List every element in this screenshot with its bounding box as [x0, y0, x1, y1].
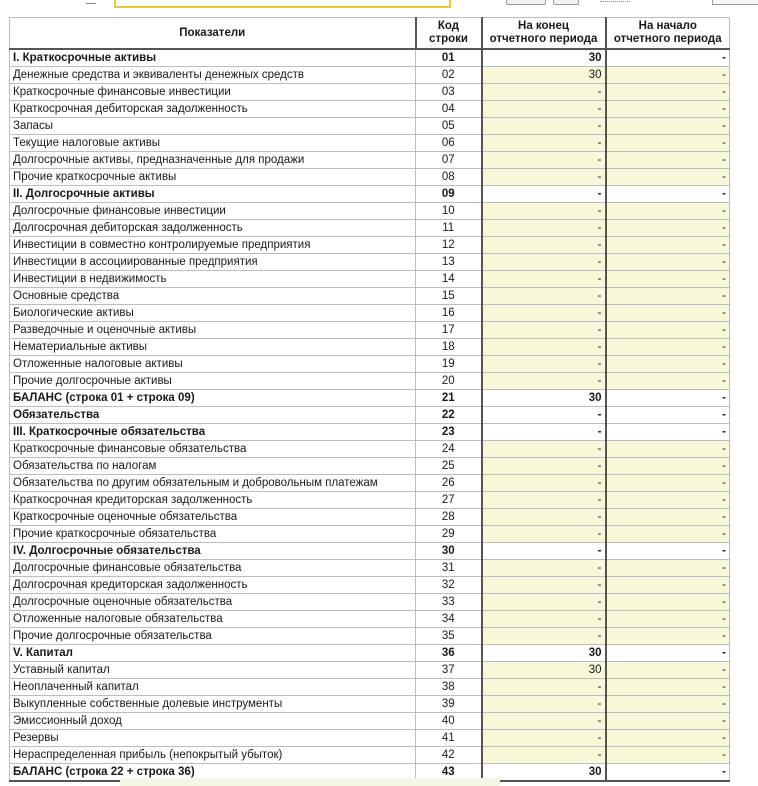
end-period-cell: 30 [482, 764, 606, 782]
toolbar-strip [0, 0, 758, 14]
row-label: Прочие краткосрочные активы [10, 169, 416, 186]
start-period-cell[interactable]: - [606, 696, 730, 713]
row-label: Долгосрочные активы, предназначенные для продажи [10, 152, 416, 169]
row-label: Обязательства [10, 407, 416, 424]
start-period-cell[interactable]: - [606, 441, 730, 458]
end-period-cell[interactable]: - [482, 356, 606, 373]
row-code: 17 [416, 322, 482, 339]
row-label: Краткосрочные финансовые инвестиции [10, 84, 416, 101]
row-label: Прочие долгосрочные активы [10, 373, 416, 390]
start-period-cell[interactable]: - [606, 322, 730, 339]
table-row [10, 49, 730, 67]
table-row [10, 254, 730, 271]
end-period-cell[interactable]: - [482, 271, 606, 288]
end-period-cell[interactable]: - [482, 713, 606, 730]
row-code: 12 [416, 237, 482, 254]
start-period-cell: - [606, 186, 730, 203]
row-code: 34 [416, 611, 482, 628]
row-code: 27 [416, 492, 482, 509]
row-code: 13 [416, 254, 482, 271]
table-row [10, 169, 730, 186]
row-code: 01 [416, 49, 482, 67]
start-period-cell[interactable]: - [606, 203, 730, 220]
end-period-cell[interactable]: - [482, 594, 606, 611]
row-label: Инвестиции в недвижимость [10, 271, 416, 288]
table-row [10, 628, 730, 645]
table-row [10, 152, 730, 169]
table-row [10, 577, 730, 594]
start-period-cell[interactable]: - [606, 84, 730, 101]
row-label: Резервы [10, 730, 416, 747]
row-label: Краткосрочные финансовые обязательства [10, 441, 416, 458]
row-code: 07 [416, 152, 482, 169]
start-period-cell[interactable]: - [606, 526, 730, 543]
end-period-cell[interactable]: - [482, 203, 606, 220]
start-period-cell[interactable]: - [606, 135, 730, 152]
start-period-cell[interactable]: - [606, 662, 730, 679]
row-code: 43 [416, 764, 482, 782]
row-code: 30 [416, 543, 482, 560]
start-period-cell[interactable]: - [606, 577, 730, 594]
end-period-cell[interactable]: - [482, 611, 606, 628]
row-code: 38 [416, 679, 482, 696]
start-period-cell[interactable]: - [606, 339, 730, 356]
start-period-cell: - [606, 424, 730, 441]
end-period-cell[interactable]: - [482, 339, 606, 356]
start-period-cell[interactable]: - [606, 594, 730, 611]
end-period-cell[interactable]: - [482, 169, 606, 186]
end-period-cell[interactable]: - [482, 577, 606, 594]
start-period-cell: - [606, 390, 730, 407]
table-row [10, 492, 730, 509]
row-code: 28 [416, 509, 482, 526]
row-label: Обязательства по налогам [10, 458, 416, 475]
table-row [10, 458, 730, 475]
end-period-cell: - [482, 543, 606, 560]
table-row [10, 696, 730, 713]
end-period-cell[interactable]: - [482, 237, 606, 254]
start-period-cell: - [606, 764, 730, 782]
row-label: Инвестиции в ассоциированные предприятия [10, 254, 416, 271]
row-code: 11 [416, 220, 482, 237]
end-period-cell[interactable]: - [482, 288, 606, 305]
row-code: 08 [416, 169, 482, 186]
start-period-cell[interactable]: - [606, 730, 730, 747]
row-code: 41 [416, 730, 482, 747]
row-label: II. Долгосрочные активы [10, 186, 416, 203]
row-code: 10 [416, 203, 482, 220]
row-code: 03 [416, 84, 482, 101]
row-code: 23 [416, 424, 482, 441]
column-header-start-period: На начало отчетного периода [606, 18, 730, 50]
row-label: I. Краткосрочные активы [10, 49, 416, 67]
row-code: 02 [416, 67, 482, 84]
start-period-cell[interactable]: - [606, 288, 730, 305]
end-period-cell[interactable]: - [482, 492, 606, 509]
table-row [10, 645, 730, 662]
row-label: V. Капитал [10, 645, 416, 662]
table-row [10, 118, 730, 135]
table-row [10, 67, 730, 84]
row-code: 32 [416, 577, 482, 594]
end-period-cell[interactable]: 30 [482, 67, 606, 84]
end-period-cell: - [482, 407, 606, 424]
table-row [10, 679, 730, 696]
row-code: 16 [416, 305, 482, 322]
row-code: 31 [416, 560, 482, 577]
row-code: 29 [416, 526, 482, 543]
row-label: Отложенные налоговые активы [10, 356, 416, 373]
row-label: Эмиссионный доход [10, 713, 416, 730]
row-code: 33 [416, 594, 482, 611]
start-period-cell[interactable]: - [606, 560, 730, 577]
table-header-row [10, 18, 730, 50]
row-label: Уставный капитал [10, 662, 416, 679]
bottom-strip [120, 778, 500, 786]
end-period-cell[interactable]: - [482, 458, 606, 475]
row-label: Инвестиции в совместно контролируемые предприятия [10, 237, 416, 254]
end-period-cell[interactable]: - [482, 135, 606, 152]
table-row [10, 101, 730, 118]
table-row [10, 594, 730, 611]
row-code: 15 [416, 288, 482, 305]
row-code: 18 [416, 339, 482, 356]
row-label: III. Краткосрочные обязательства [10, 424, 416, 441]
start-period-cell[interactable]: - [606, 458, 730, 475]
start-period-cell[interactable]: - [606, 169, 730, 186]
table-row [10, 186, 730, 203]
toolbar-button[interactable] [553, 0, 579, 5]
row-label: Выкупленные собственные долевые инструменты [10, 696, 416, 713]
end-period-cell[interactable]: - [482, 560, 606, 577]
table-row [10, 339, 730, 356]
row-code: 19 [416, 356, 482, 373]
row-code: 22 [416, 407, 482, 424]
column-header-code: Код строки [416, 18, 482, 50]
end-period-cell[interactable]: - [482, 305, 606, 322]
selected-input-field[interactable] [114, 0, 451, 8]
end-period-cell[interactable]: - [482, 526, 606, 543]
table-row [10, 373, 730, 390]
row-label: Нематериальные активы [10, 339, 416, 356]
start-period-cell[interactable]: - [606, 611, 730, 628]
end-period-cell: - [482, 424, 606, 441]
row-label: Запасы [10, 118, 416, 135]
table-row [10, 84, 730, 101]
row-label: Биологические активы [10, 305, 416, 322]
table-row [10, 271, 730, 288]
table-row [10, 390, 730, 407]
row-label: Текущие налоговые активы [10, 135, 416, 152]
end-period-cell[interactable]: - [482, 747, 606, 764]
end-period-cell[interactable]: - [482, 441, 606, 458]
start-period-cell: - [606, 407, 730, 424]
table-row [10, 220, 730, 237]
table-row [10, 356, 730, 373]
table-row [10, 475, 730, 492]
row-code: 37 [416, 662, 482, 679]
end-period-cell[interactable]: - [482, 84, 606, 101]
row-label: Долгосрочные финансовые обязательства [10, 560, 416, 577]
table-row [10, 305, 730, 322]
start-period-cell[interactable]: - [606, 67, 730, 84]
end-period-cell: 30 [482, 49, 606, 67]
row-label: Неоплаченный капитал [10, 679, 416, 696]
table-row [10, 237, 730, 254]
end-period-cell[interactable]: - [482, 101, 606, 118]
table-row [10, 509, 730, 526]
start-period-cell[interactable]: - [606, 475, 730, 492]
row-code: 09 [416, 186, 482, 203]
row-label: Обязательства по другим обязательным и добровольным платежам [10, 475, 416, 492]
row-code: 39 [416, 696, 482, 713]
end-period-cell[interactable]: 30 [482, 662, 606, 679]
row-label: Долгосрочная кредиторская задолженность [10, 577, 416, 594]
table-row [10, 730, 730, 747]
row-label: Основные средства [10, 288, 416, 305]
end-period-cell[interactable]: - [482, 475, 606, 492]
start-period-cell[interactable]: - [606, 254, 730, 271]
table-row [10, 662, 730, 679]
row-label: Долгосрочные оценочные обязательства [10, 594, 416, 611]
start-period-cell[interactable]: - [606, 509, 730, 526]
toolbar-button[interactable] [506, 0, 546, 5]
row-code: 36 [416, 645, 482, 662]
row-label: Нераспределенная прибыль (непокрытый убыток) [10, 747, 416, 764]
end-period-cell[interactable]: - [482, 509, 606, 526]
row-label: Краткосрочная дебиторская задолженность [10, 101, 416, 118]
start-period-cell[interactable]: - [606, 237, 730, 254]
table-row [10, 288, 730, 305]
start-period-cell[interactable]: - [606, 628, 730, 645]
table-row [10, 407, 730, 424]
table-row [10, 203, 730, 220]
row-label: БАЛАНС (строка 01 + строка 09) [10, 390, 416, 407]
start-period-cell[interactable]: - [606, 152, 730, 169]
end-period-cell[interactable]: - [482, 628, 606, 645]
toolbar-control[interactable] [86, 0, 96, 4]
row-code: 40 [416, 713, 482, 730]
table-row [10, 424, 730, 441]
start-period-cell[interactable]: - [606, 747, 730, 764]
table-row [10, 747, 730, 764]
end-period-cell[interactable]: - [482, 118, 606, 135]
table-body [10, 49, 730, 781]
start-period-cell[interactable]: - [606, 356, 730, 373]
row-code: 04 [416, 101, 482, 118]
end-period-cell: 30 [482, 390, 606, 407]
row-code: 21 [416, 390, 482, 407]
column-header-indicators: Показатели [10, 18, 416, 50]
end-period-cell[interactable]: - [482, 254, 606, 271]
row-label: IV. Долгосрочные обязательства [10, 543, 416, 560]
column-header-end-period: На конец отчетного периода [482, 18, 606, 50]
start-period-cell[interactable]: - [606, 679, 730, 696]
end-period-cell[interactable]: - [482, 220, 606, 237]
start-period-cell[interactable]: - [606, 713, 730, 730]
row-code: 35 [416, 628, 482, 645]
end-period-cell[interactable]: - [482, 373, 606, 390]
table-row [10, 441, 730, 458]
row-code: 25 [416, 458, 482, 475]
toolbar-button[interactable] [712, 0, 758, 5]
end-period-cell[interactable]: - [482, 322, 606, 339]
row-label: Краткосрочные оценочные обязательства [10, 509, 416, 526]
start-period-cell[interactable]: - [606, 101, 730, 118]
row-code: 26 [416, 475, 482, 492]
start-period-cell[interactable]: - [606, 373, 730, 390]
row-label: Отложенные налоговые обязательства [10, 611, 416, 628]
start-period-cell: - [606, 645, 730, 662]
row-code: 06 [416, 135, 482, 152]
row-code: 42 [416, 747, 482, 764]
row-label: Долгосрочная дебиторская задолженность [10, 220, 416, 237]
row-label: Долгосрочные финансовые инвестиции [10, 203, 416, 220]
toolbar-control[interactable] [600, 0, 630, 2]
row-label: Краткосрочная кредиторская задолженность [10, 492, 416, 509]
end-period-cell[interactable]: - [482, 696, 606, 713]
end-period-cell[interactable]: - [482, 679, 606, 696]
start-period-cell[interactable]: - [606, 271, 730, 288]
table-row [10, 560, 730, 577]
end-period-cell[interactable]: - [482, 730, 606, 747]
table-row [10, 611, 730, 628]
start-period-cell[interactable]: - [606, 118, 730, 135]
row-label: БАЛАНС (строка 22 + строка 36) [10, 764, 416, 782]
end-period-cell: 30 [482, 645, 606, 662]
start-period-cell[interactable]: - [606, 492, 730, 509]
row-code: 24 [416, 441, 482, 458]
table-row [10, 543, 730, 560]
row-label: Разведочные и оценочные активы [10, 322, 416, 339]
row-label: Денежные средства и эквиваленты денежных средств [10, 67, 416, 84]
table-row [10, 322, 730, 339]
row-code: 05 [416, 118, 482, 135]
row-label: Прочие долгосрочные обязательства [10, 628, 416, 645]
start-period-cell[interactable]: - [606, 220, 730, 237]
start-period-cell: - [606, 543, 730, 560]
balance-sheet-table [9, 17, 730, 782]
table-row [10, 526, 730, 543]
row-code: 20 [416, 373, 482, 390]
end-period-cell: - [482, 186, 606, 203]
start-period-cell[interactable]: - [606, 305, 730, 322]
start-period-cell: - [606, 49, 730, 67]
end-period-cell[interactable]: - [482, 152, 606, 169]
table-row [10, 713, 730, 730]
row-code: 14 [416, 271, 482, 288]
row-label: Прочие краткосрочные обязательства [10, 526, 416, 543]
table-row [10, 135, 730, 152]
